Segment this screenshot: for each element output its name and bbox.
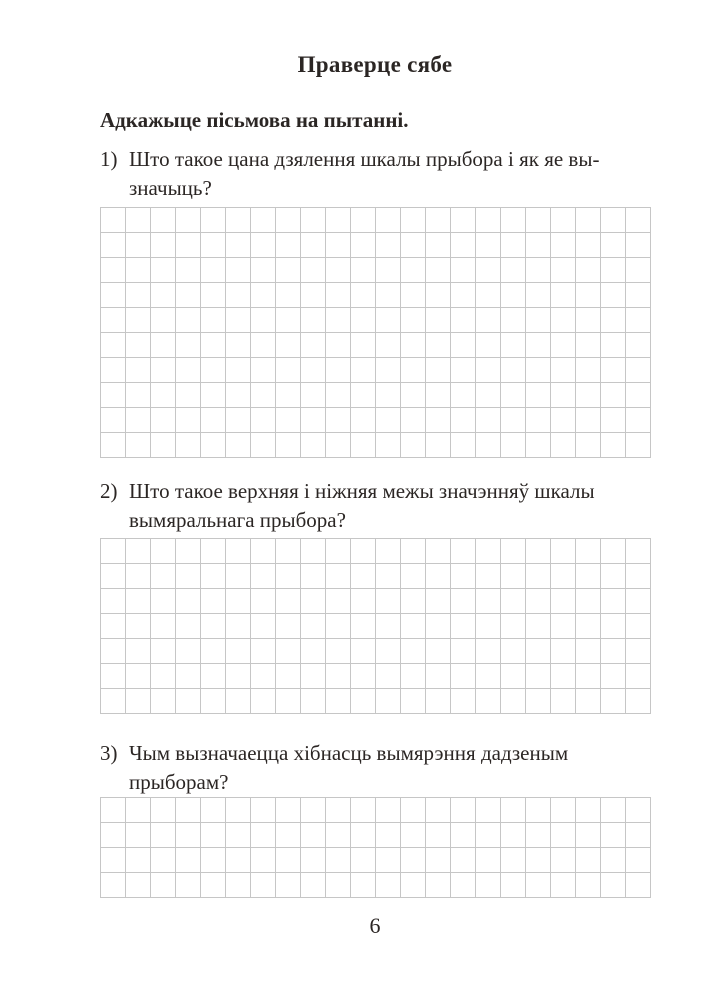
question-2-number: 2) — [100, 479, 118, 503]
question-3-line-1: Чым вызначаецца хібнасць вымярэння дадзеным — [129, 741, 569, 765]
page-title: Праверце сябе — [297, 52, 453, 77]
question-1-line-1: Што такое цана дзялення шкалы прыбора і як яе вы- — [129, 147, 600, 171]
answer-grid-1 — [100, 207, 651, 458]
question-1 — [100, 145, 650, 203]
question-1-number: 1) — [100, 147, 118, 171]
question-3 — [100, 739, 650, 797]
question-2-line-1: Што такое верхняя і ніжняя межы значэнняў шкалы — [129, 479, 595, 503]
page-number: 6 — [369, 913, 381, 938]
page-content — [100, 0, 650, 898]
answer-grid-3 — [100, 797, 651, 898]
question-1-text — [129, 145, 650, 203]
question-2 — [100, 477, 650, 535]
question-2-line-2: вымяральнага прыбора? — [129, 508, 346, 532]
question-2-text — [129, 477, 650, 535]
question-3-line-2: прыборам? — [129, 770, 229, 794]
question-3-number: 3) — [100, 741, 118, 765]
question-3-text — [129, 739, 650, 797]
answer-grid-2 — [100, 538, 651, 714]
question-1-line-2: значыць? — [129, 176, 212, 200]
instruction-heading: Адкажыце пісьмова на пытанні. — [100, 108, 409, 132]
